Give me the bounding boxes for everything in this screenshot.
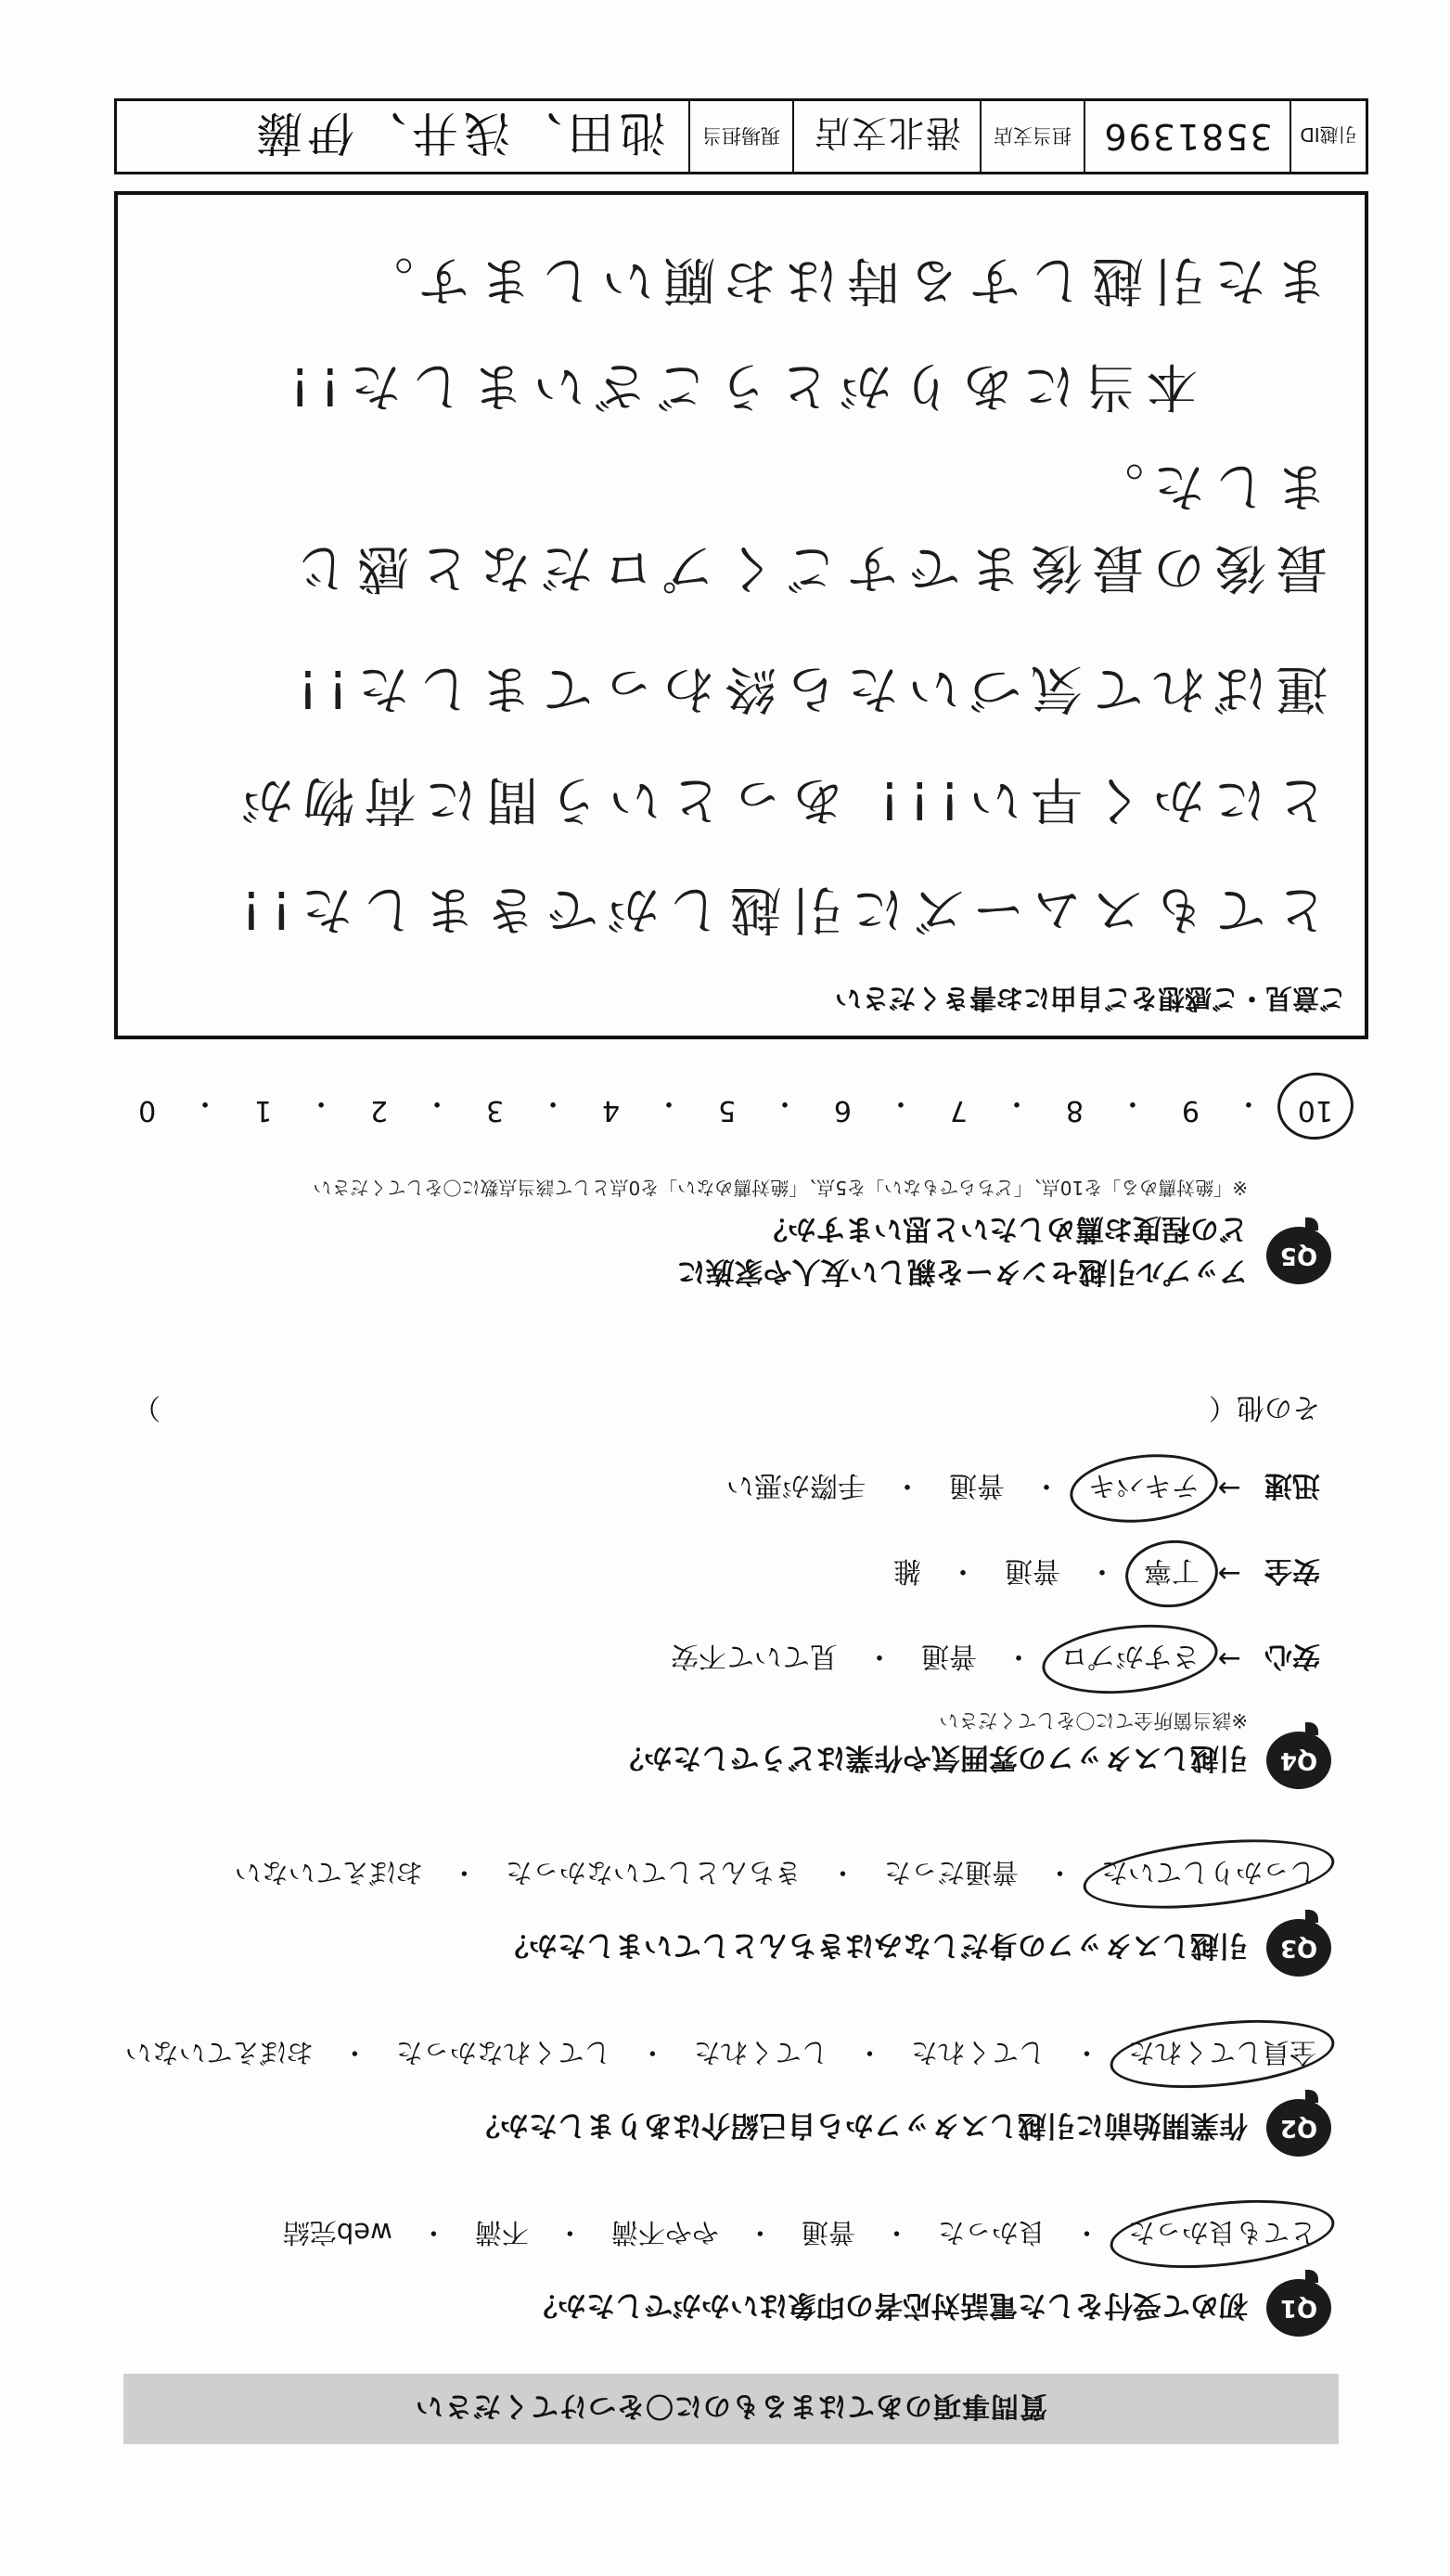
- instructions-banner: [123, 2374, 1339, 2444]
- q1-option[interactable]: 普通: [801, 2217, 855, 2248]
- row-label: 迅速: [1264, 1469, 1320, 1501]
- question-5: [123, 1136, 1339, 1303]
- q4-option[interactable]: テキパキ: [1084, 1468, 1203, 1509]
- q4-option[interactable]: 普通: [949, 1469, 1005, 1501]
- q3-option[interactable]: しっかりしていた: [1097, 1855, 1320, 1893]
- q4-row-anshin: 安心 → さすがプロ ・ 普通 ・ 見ていて不安: [667, 1639, 1320, 1680]
- instructions-text: 質問事項のあてはまるものに〇をつけてください: [415, 2389, 1047, 2422]
- q4-badge: Q4: [1266, 1732, 1331, 1789]
- score-option[interactable]: 6: [833, 1094, 853, 1127]
- q1-options: とても良かった ・ 良かった ・ 普通 ・ やや不満 ・ 不満 ・ web完結: [279, 2215, 1320, 2253]
- q2-badge: Q2: [1266, 2099, 1331, 2157]
- q5-text-line2: どの程度お薦めしたいと思いますか？: [759, 1212, 1248, 1245]
- staff-value: 池田、浅井、伊藤: [250, 106, 666, 160]
- score-option[interactable]: 1: [254, 1094, 273, 1127]
- branch-label: 担当支店: [980, 101, 1084, 172]
- move-id-label: 引越ID: [1290, 101, 1366, 172]
- q5-badge: Q5: [1266, 1227, 1331, 1284]
- score-option[interactable]: 5: [717, 1094, 737, 1127]
- comment-line: とにかく早い!!! あっという間に荷物が: [232, 769, 1328, 830]
- q1-badge: Q1: [1266, 2279, 1331, 2337]
- comments-box[interactable]: [114, 191, 1368, 1039]
- score-option[interactable]: 4: [602, 1094, 621, 1127]
- score-option[interactable]: 0: [138, 1094, 157, 1127]
- q3-options: しっかりしていた ・ 普通だった ・ きちんとしていなかった ・ おぼえていない: [231, 1855, 1320, 1893]
- q3-badge: Q3: [1266, 1919, 1331, 1977]
- q3-option[interactable]: きちんとしていなかった: [505, 1857, 802, 1888]
- q4-row-jinsoku: 迅速 → テキパキ ・ 普通 ・ 手際が悪い: [723, 1468, 1320, 1509]
- staff-label: 現場担当: [688, 101, 792, 172]
- q2-option[interactable]: してくれなかった: [395, 2037, 611, 2068]
- comments-title: ご意見・ご感想をご自由にお書きください: [834, 983, 1346, 1014]
- q1-option[interactable]: とても良かった: [1124, 2215, 1320, 2253]
- comment-line: また引越しする時はお願いします。: [352, 250, 1328, 310]
- comment-line: ました。: [1083, 456, 1328, 516]
- q4-option[interactable]: さすがプロ: [1057, 1639, 1203, 1680]
- q5-score-scale: 10 ・ 9 ・ 8 ・ 7 ・ 6 ・ 5 ・ 4 ・ 3 ・ 2 ・ 1 ・ 0: [133, 1086, 1339, 1127]
- q4-row-anzen: 安全 → 丁寧 ・ 普通 ・ 雑: [890, 1553, 1320, 1594]
- q4-option[interactable]: 手際が悪い: [726, 1469, 866, 1501]
- q2-option[interactable]: 全員してくれた: [1124, 2035, 1320, 2073]
- question-4: [123, 1391, 1339, 1789]
- q5-text-line1: アップル引越センターを親しい友人や家族に: [676, 1255, 1248, 1288]
- q3-option[interactable]: おぼえていない: [234, 1857, 423, 1888]
- q2-option[interactable]: おぼえていない: [124, 2037, 314, 2068]
- q4-text: 引越しスタッフの雰囲気や作業はどうでしたか？: [615, 1741, 1248, 1774]
- question-1: [123, 2207, 1339, 2337]
- q2-text: 作業開始前に引越しスタッフから自己紹介はありましたか？: [471, 2108, 1248, 2142]
- other-label: その他（: [1209, 1391, 1320, 1423]
- score-option[interactable]: 3: [486, 1094, 505, 1127]
- score-option[interactable]: 7: [949, 1094, 968, 1127]
- comment-line: とてもスムーズに引越しができました!!: [231, 879, 1328, 939]
- q1-option[interactable]: やや不満: [610, 2217, 719, 2248]
- comment-line: 最後の最後まですごくプロだなと感じ: [287, 537, 1328, 598]
- score-option[interactable]: 8: [1065, 1094, 1084, 1127]
- row-label: 安心: [1264, 1640, 1320, 1672]
- q4-option[interactable]: 普通: [921, 1640, 977, 1672]
- row-label: 安全: [1264, 1554, 1320, 1587]
- score-option[interactable]: 10: [1292, 1086, 1339, 1127]
- comment-line: 本当にありがとうございました!!: [280, 355, 1198, 416]
- q2-option[interactable]: してくれた: [910, 2037, 1046, 2068]
- q3-text: 引越しスタッフの身だしなみはきちんとしていましたか？: [500, 1928, 1248, 1962]
- score-option[interactable]: 9: [1181, 1094, 1200, 1127]
- q1-text: 初めて受付をした電話対応者の印象はいかがでしたか？: [529, 2288, 1248, 2322]
- q5-note: ※「絶対薦める」を10点、「どちらでもない」を5点、「絶対薦めない」を0点として該当点数に〇をしてください: [313, 1177, 1248, 1199]
- q4-row-other: [133, 1390, 1320, 1431]
- q4-option[interactable]: 丁寧: [1140, 1553, 1203, 1594]
- question-2: [123, 2027, 1339, 2157]
- question-3: [123, 1847, 1339, 1977]
- move-id-value: 3581396: [1084, 101, 1290, 172]
- q4-option[interactable]: 普通: [1005, 1554, 1060, 1587]
- branch-value: 港北支店: [792, 101, 980, 172]
- q2-options: 全員してくれた ・ してくれた ・ してくれた ・ してくれなかった ・ おぼえていない: [122, 2035, 1320, 2073]
- arrow-icon: →: [1217, 1472, 1241, 1505]
- arrow-icon: →: [1217, 1557, 1241, 1591]
- q2-option[interactable]: してくれた: [693, 2037, 828, 2068]
- q4-note: ※該当箇所全てに〇をしてください: [939, 1709, 1248, 1732]
- comment-line: 運ばれて気づいたら終わってました!!: [288, 658, 1328, 718]
- staff-info-table: [114, 98, 1368, 174]
- q3-option[interactable]: 普通だった: [883, 1857, 1019, 1888]
- q4-option[interactable]: 雑: [893, 1554, 921, 1587]
- q1-option[interactable]: 良かった: [937, 2217, 1046, 2248]
- other-close: ）: [133, 1391, 160, 1423]
- q1-option[interactable]: 不満: [474, 2217, 529, 2248]
- arrow-icon: →: [1217, 1642, 1241, 1676]
- q4-option[interactable]: 見ていて不安: [671, 1640, 838, 1672]
- q1-option[interactable]: web完結: [282, 2217, 392, 2248]
- score-option[interactable]: 2: [370, 1094, 389, 1127]
